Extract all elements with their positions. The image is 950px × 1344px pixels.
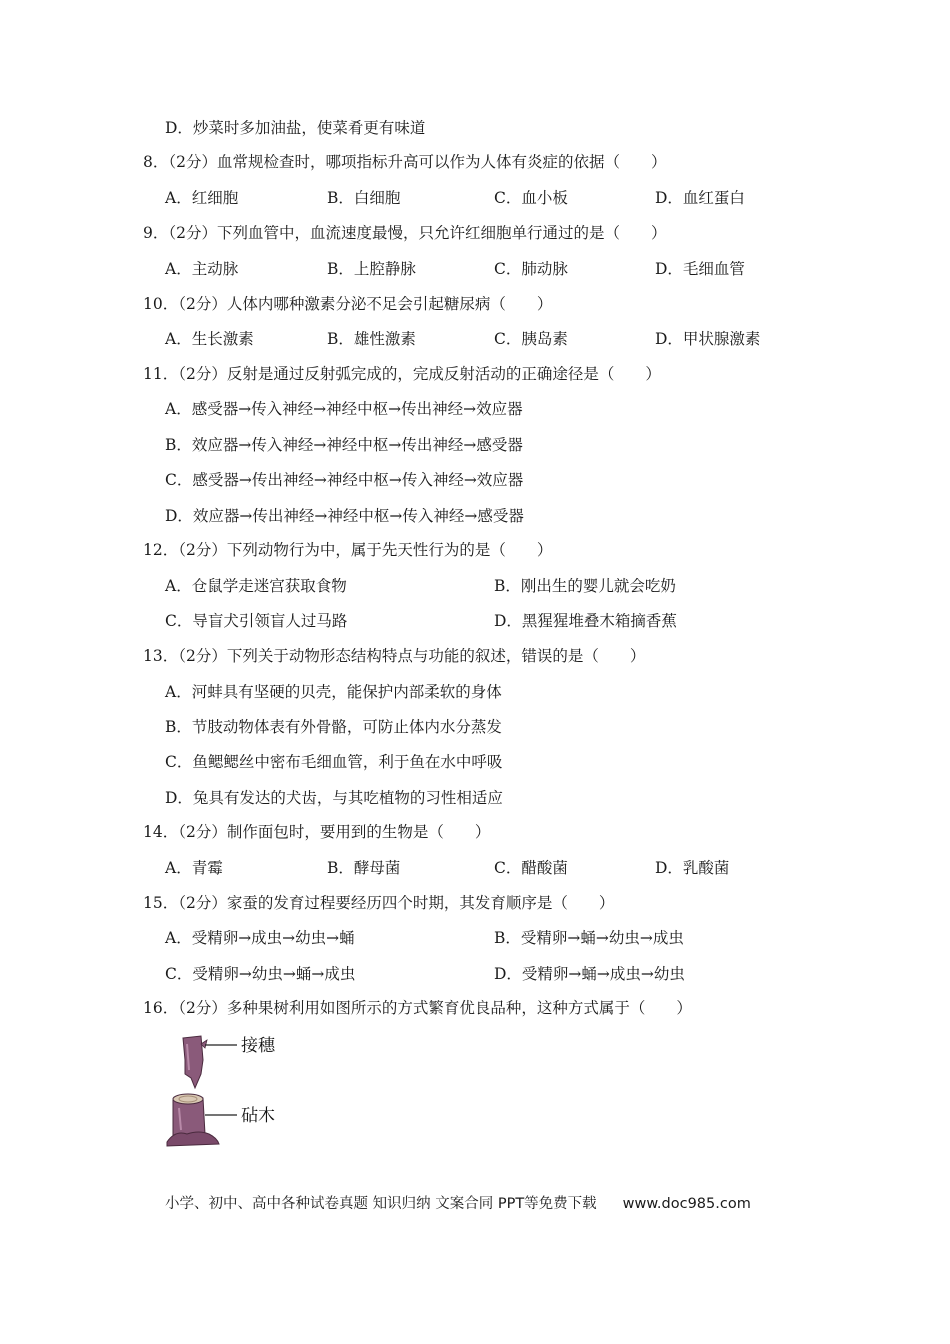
q11-option-a: A．感受器→传入神经→神经中枢→传出神经→效应器 bbox=[165, 400, 523, 418]
q12-option-c: C．导盲犬引领盲人过马路 bbox=[165, 612, 348, 630]
q14-option-b: B．酵母菌 bbox=[327, 859, 401, 877]
q9-option-c: C．肺动脉 bbox=[494, 260, 568, 278]
q15-option-a: A．受精卵→成虫→幼虫→蛹 bbox=[165, 929, 355, 947]
q14-option-a: A．青霉 bbox=[165, 859, 223, 877]
q8-option-c: C．血小板 bbox=[494, 189, 568, 207]
q9-option-d: D．毛细血管 bbox=[655, 260, 745, 278]
q8-option-b: B．白细胞 bbox=[327, 189, 401, 207]
q15-option-c: C．受精卵→幼虫→蛹→成虫 bbox=[165, 965, 356, 983]
q15-option-b: B．受精卵→蛹→幼虫→成虫 bbox=[494, 929, 684, 947]
q12-option-a: A．仓鼠学走迷宫获取食物 bbox=[165, 577, 347, 595]
q10-option-b: B．雄性激素 bbox=[327, 330, 416, 348]
footer-url[interactable]: www.doc985.com bbox=[622, 1196, 751, 1212]
q14-stem: 14．（2分）制作面包时，要用到的生物是（ ） bbox=[143, 823, 491, 841]
q11-stem: 11．（2分）反射是通过反射弧完成的，完成反射活动的正确途径是（ ） bbox=[143, 365, 661, 383]
q13-option-a: A．河蚌具有坚硬的贝壳，能保护内部柔软的身体 bbox=[165, 683, 502, 701]
q10-option-c: C．胰岛素 bbox=[494, 330, 568, 348]
q8-option-d: D．血红蛋白 bbox=[655, 189, 745, 207]
q16-stem: 16．（2分）多种果树利用如图所示的方式繁育优良品种，这种方式属于（ ） bbox=[143, 999, 692, 1017]
q9-option-a: A．主动脉 bbox=[165, 260, 239, 278]
q10-option-d: D．甲状腺激素 bbox=[655, 330, 761, 348]
q7-option-d: D．炒菜时多加油盐，使菜肴更有味道 bbox=[165, 119, 426, 137]
q14-option-c: C．醋酸菌 bbox=[494, 859, 568, 877]
q13-option-b: B．节肢动物体表有外骨骼，可防止体内水分蒸发 bbox=[165, 718, 502, 736]
q13-option-c: C．鱼鳃鳃丝中密布毛细血管，利于鱼在水中呼吸 bbox=[165, 753, 503, 771]
grafting-figure bbox=[165, 1030, 295, 1148]
q11-option-d: D．效应器→传出神经→神经中枢→传入神经→感受器 bbox=[165, 507, 524, 525]
q8-option-a: A．红细胞 bbox=[165, 189, 239, 207]
q11-option-c: C．感受器→传出神经→神经中枢→传入神经→效应器 bbox=[165, 471, 524, 489]
q13-stem: 13．（2分）下列关于动物形态结构特点与功能的叙述，错误的是（ ） bbox=[143, 647, 646, 665]
page-footer bbox=[165, 1192, 751, 1213]
q10-option-a: A．生长激素 bbox=[165, 330, 254, 348]
q12-stem: 12．（2分）下列动物行为中，属于先天性行为的是（ ） bbox=[143, 541, 553, 559]
scion-label: 接穗 bbox=[241, 1036, 275, 1056]
q9-stem: 9．（2分）下列血管中，血流速度最慢，只允许红细胞单行通过的是（ ） bbox=[143, 224, 667, 242]
q10-stem: 10．（2分）人体内哪种激素分泌不足会引起糖尿病（ ） bbox=[143, 295, 553, 313]
grafting-illustration bbox=[165, 1030, 295, 1148]
q8-stem: 8．（2分）血常规检查时，哪项指标升高可以作为人体有炎症的依据（ ） bbox=[143, 153, 667, 171]
footer-text: 小学、初中、高中各种试卷真题 知识归纳 文案合同 PPT等免费下载 bbox=[165, 1196, 597, 1212]
q12-option-d: D．黑猩猩堆叠木箱摘香蕉 bbox=[494, 612, 677, 630]
q11-option-b: B．效应器→传入神经→神经中枢→传出神经→感受器 bbox=[165, 436, 523, 454]
q15-stem: 15．（2分）家蚕的发育过程要经历四个时期，其发育顺序是（ ） bbox=[143, 894, 615, 912]
rootstock-label: 砧木 bbox=[241, 1106, 275, 1126]
q9-option-b: B．上腔静脉 bbox=[327, 260, 416, 278]
q12-option-b: B．刚出生的婴儿就会吃奶 bbox=[494, 577, 676, 595]
q13-option-d: D．兔具有发达的犬齿，与其吃植物的习性相适应 bbox=[165, 789, 503, 807]
q14-option-d: D．乳酸菌 bbox=[655, 859, 730, 877]
q15-option-d: D．受精卵→蛹→成虫→幼虫 bbox=[494, 965, 685, 983]
